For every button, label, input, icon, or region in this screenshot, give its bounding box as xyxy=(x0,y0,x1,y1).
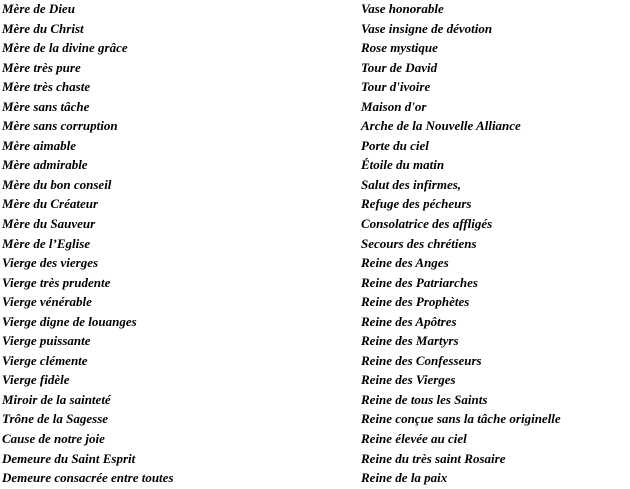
list-item: Reine des Martyrs xyxy=(361,333,459,349)
list-item: Vase insigne de dévotion xyxy=(361,20,493,36)
list-item: Vierge des vierges xyxy=(2,255,99,271)
list-item: Porte du ciel xyxy=(361,137,429,153)
list-item: Vierge clémente xyxy=(2,352,88,368)
list-item: Trône de la Sagesse xyxy=(2,411,109,427)
list-item: Tour d'ivoire xyxy=(361,79,431,95)
list-item: Miroir de la sainteté xyxy=(2,391,111,407)
list-item: Consolatrice des affligés xyxy=(361,216,493,232)
list-item: Mère admirable xyxy=(2,157,88,173)
list-item: Mère de l’Eglise xyxy=(2,235,91,251)
list-item: Mère de Dieu xyxy=(2,1,75,16)
litany-right-column xyxy=(361,0,629,488)
list-item: Reine des Apôtres xyxy=(361,313,457,329)
list-item: Reine des Prophètes xyxy=(361,294,470,310)
list-item: Vierge vénérable xyxy=(2,294,92,310)
list-item: Salut des infirmes, xyxy=(361,176,462,192)
list-item: Reine des Anges xyxy=(361,255,449,271)
list-item: Arche de la Nouvelle Alliance xyxy=(361,118,521,134)
list-item: Mère très pure xyxy=(2,59,81,75)
list-item: Reine élevée au ciel xyxy=(361,431,467,447)
list-item: Mère sans tâche xyxy=(2,98,90,114)
list-item: Reine conçue sans la tâche originelle xyxy=(361,411,561,427)
list-item: Vase honorable xyxy=(361,1,444,16)
list-item: Reine de tous les Saints xyxy=(361,391,488,407)
list-item: Rose mystique xyxy=(361,40,438,56)
list-item: Reine des Patriarches xyxy=(361,274,478,290)
list-item: Vierge très prudente xyxy=(2,274,111,290)
list-item: Mère aimable xyxy=(2,137,77,153)
list-item: Cause de notre joie xyxy=(2,431,105,447)
list-item: Vierge puissante xyxy=(2,333,91,349)
list-item: Mère du Sauveur xyxy=(2,216,96,232)
list-item: Mère du bon conseil xyxy=(2,176,112,192)
list-item: Reine de la paix xyxy=(361,470,448,486)
list-item: Mère du Créateur xyxy=(2,196,99,212)
list-item: Refuge des pécheurs xyxy=(361,196,472,212)
list-item: Demeure du Saint Esprit xyxy=(2,450,136,466)
list-item: Demeure consacrée entre toutes xyxy=(2,470,174,486)
list-item: Tour de David xyxy=(361,59,438,75)
list-item: Mère très chaste xyxy=(2,79,91,95)
list-item: Mère du Christ xyxy=(2,20,84,36)
list-item: Reine des Vierges xyxy=(361,372,456,388)
list-item: Reine du très saint Rosaire xyxy=(361,450,506,466)
list-item: Vierge fidèle xyxy=(2,372,70,388)
list-item: Mère de la divine grâce xyxy=(2,40,128,56)
list-item: Reine des Confesseurs xyxy=(361,352,482,368)
list-item: Maison d'or xyxy=(361,98,427,114)
list-item: Secours des chrétiens xyxy=(361,235,477,251)
list-item: Mère sans corruption xyxy=(2,118,118,134)
list-item: Vierge digne de louanges xyxy=(2,313,137,329)
litany-left-column xyxy=(2,0,352,488)
list-item: Étoile du matin xyxy=(361,157,445,173)
